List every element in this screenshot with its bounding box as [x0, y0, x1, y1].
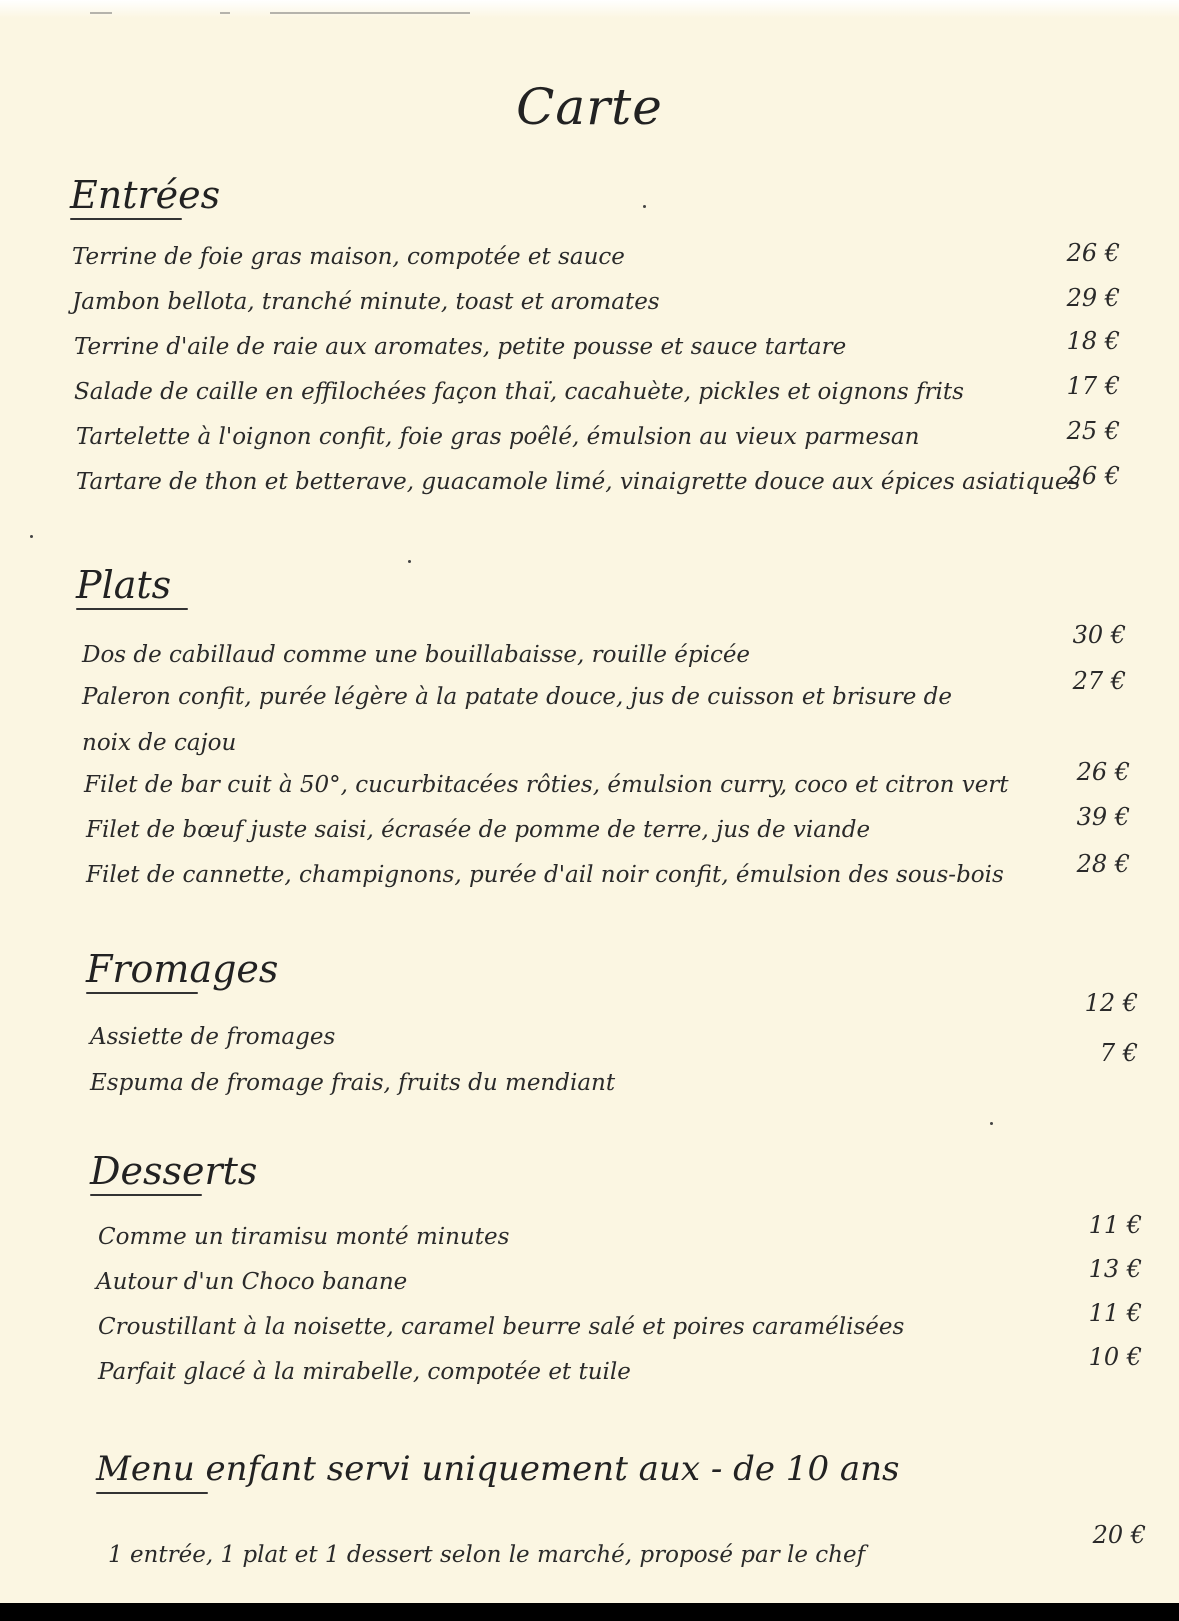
menu-item: Terrine de foie gras maison, compotée et sauce: [72, 244, 625, 270]
menu-item-price: 26 €: [1076, 758, 1130, 786]
section-title: Entrées: [70, 173, 221, 217]
menu-item-price: 11 €: [1088, 1299, 1142, 1327]
menu-item-price: 13 €: [1088, 1255, 1142, 1283]
scan-speck: [643, 205, 646, 208]
menu-item-price: 11 €: [1088, 1211, 1142, 1239]
section-fromages: [86, 946, 278, 994]
title-underline: [90, 1194, 202, 1196]
title-underline: [76, 608, 188, 610]
scan-mark: [90, 12, 112, 14]
menu-item: Filet de cannette, champignons, purée d'ail noir confit, émulsion des sous-bois: [86, 862, 1004, 888]
menu-item-price: 10 €: [1088, 1343, 1142, 1371]
menu-item: Paleron confit, purée légère à la patate douce, jus de cuisson et brisure de noix de cajou: [82, 684, 953, 756]
menu-item: Parfait glacé à la mirabelle, compotée et tuile: [98, 1359, 631, 1385]
section-title: Desserts: [90, 1149, 258, 1193]
scan-mark: [220, 12, 230, 14]
menu-item: Terrine d'aile de raie aux aromates, petite pousse et sauce tartare: [74, 334, 847, 360]
menu-item: Jambon bellota, tranché minute, toast et aromates: [72, 289, 660, 315]
menu-item-price: 18 €: [1066, 327, 1120, 355]
title-underline: [86, 992, 198, 994]
menu-item-price: 25 €: [1066, 417, 1120, 445]
menu-item-price: 7 €: [1099, 1039, 1138, 1067]
menu-item: 1 entrée, 1 plat et 1 dessert selon le marché, proposé par le chef: [108, 1542, 866, 1568]
scan-top-edge: [0, 0, 1179, 18]
menu-item: Assiette de fromages: [90, 1024, 336, 1050]
section-enfant: [96, 1446, 900, 1494]
menu-item: Tartelette à l'oignon confit, foie gras poêlé, émulsion au vieux parmesan: [76, 424, 920, 450]
menu-item-price: 17 €: [1066, 372, 1120, 400]
menu-item: Dos de cabillaud comme une bouillabaisse, rouille épicée: [82, 642, 751, 668]
section-plats: [76, 562, 188, 610]
menu-item: Autour d'un Choco banane: [96, 1269, 408, 1295]
section-title: Plats: [76, 563, 172, 607]
scan-bottom-edge: [0, 1603, 1179, 1621]
menu-item-price: 27 €: [1072, 667, 1126, 695]
menu-item-price: 20 €: [1092, 1521, 1146, 1549]
title-underline: [70, 218, 182, 220]
section-entrees: [70, 172, 220, 220]
section-desserts: [90, 1148, 257, 1196]
menu-item: Filet de bar cuit à 50°, cucurbitacées rôties, émulsion curry, coco et citron vert: [84, 772, 1009, 798]
menu-item: Espuma de fromage frais, fruits du mendiant: [90, 1070, 616, 1096]
menu-item: Salade de caille en effilochées façon thaï, cacahuète, pickles et oignons frits: [74, 379, 964, 405]
menu-item: Croustillant à la noisette, caramel beurre salé et poires caramélisées: [98, 1314, 905, 1340]
menu-item: Filet de bœuf juste saisi, écrasée de pomme de terre, jus de viande: [86, 817, 871, 843]
menu-item-price: 28 €: [1076, 850, 1130, 878]
menu-item-price: 29 €: [1066, 284, 1120, 312]
section-title: Menu enfant servi uniquement aux - de 10 ans: [96, 1449, 900, 1489]
menu-item-price: 12 €: [1084, 989, 1138, 1017]
menu-item-price: 26 €: [1066, 462, 1120, 490]
menu-item: Comme un tiramisu monté minutes: [98, 1224, 510, 1250]
scan-speck: [30, 535, 33, 538]
section-title: Fromages: [86, 947, 279, 991]
page-title: Carte: [516, 78, 663, 136]
title-underline: [96, 1492, 208, 1494]
scan-mark: [270, 12, 470, 14]
menu-item-price: 30 €: [1072, 621, 1126, 649]
scan-speck: [408, 560, 411, 563]
scan-speck: [990, 1122, 993, 1125]
menu-item-price: 39 €: [1076, 803, 1130, 831]
menu-item-price: 26 €: [1066, 239, 1120, 267]
menu-item: Tartare de thon et betterave, guacamole limé, vinaigrette douce aux épices asiatiques: [76, 469, 1081, 495]
